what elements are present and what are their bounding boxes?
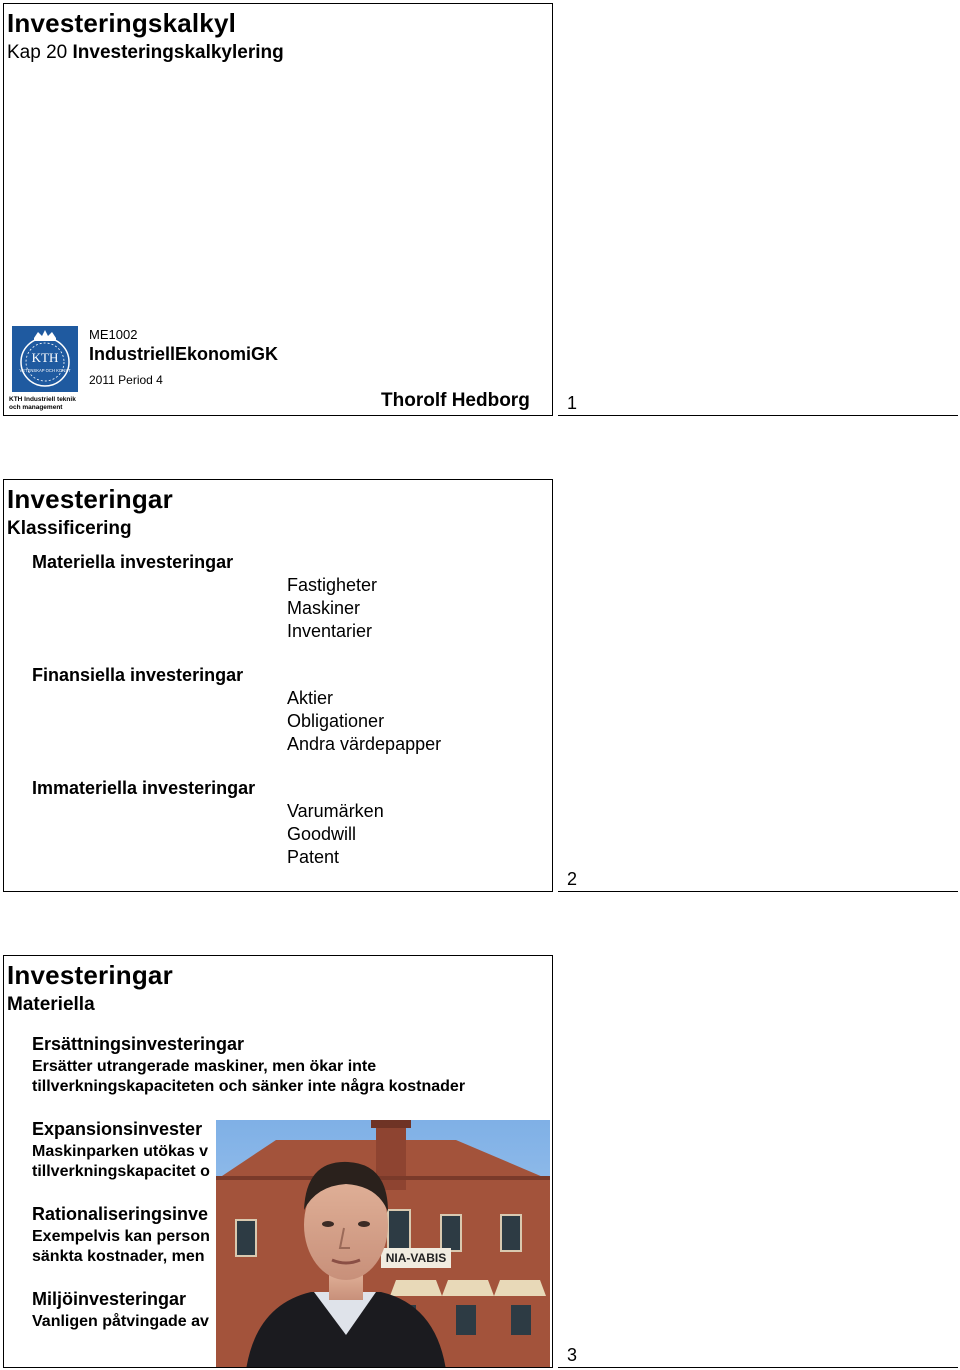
course-period: 2011 Period 4: [89, 373, 163, 387]
section-heading: Miljöinvesteringar: [32, 1289, 187, 1309]
section-text-line: tillverkningskapaciteten och sänker inte några kostnader: [32, 1078, 466, 1095]
category-items: [287, 687, 441, 756]
section-text-line: Ersätter utrangerade maskiner, men ökar inte: [32, 1058, 377, 1075]
section-text: [32, 1057, 465, 1097]
category-items: [287, 800, 384, 869]
section-text-line: Maskinparken utökas v: [32, 1143, 209, 1160]
author-name: Thorolf Hedborg: [381, 390, 530, 411]
slide-subtitle: [7, 42, 284, 64]
logo-text: KTH: [31, 350, 59, 365]
notes-divider: [558, 891, 958, 892]
section-text: [32, 1312, 209, 1332]
category-item: Varumärken: [287, 801, 384, 821]
kth-logo: [12, 326, 78, 392]
section-text-line: sänkta kostnader, men: [32, 1248, 205, 1265]
category-label: Immateriella investeringar: [32, 778, 256, 798]
slide-title: Investeringar: [7, 484, 173, 514]
kth-crest-icon: [12, 326, 78, 392]
category-item: Fastigheter: [287, 575, 378, 595]
slide-subtitle: Materiella: [7, 994, 95, 1015]
slide-title: Investeringskalkyl: [7, 8, 237, 38]
presenter-photo: [216, 1120, 550, 1368]
category-items: [287, 574, 377, 643]
category-item: Goodwill: [287, 824, 357, 844]
slide-3: [3, 955, 553, 1368]
chapter-label: Kap 20: [7, 42, 68, 63]
page-number: 1: [567, 393, 578, 413]
photo-illustration: [216, 1120, 550, 1368]
slide-2: [3, 479, 553, 892]
course-code: ME1002: [89, 327, 138, 342]
category-item: Aktier: [287, 688, 334, 708]
category-label: Finansiella investeringar: [32, 665, 244, 685]
section-text-line: Vanligen påtvingade av: [32, 1313, 209, 1330]
section-text: [32, 1227, 210, 1267]
page-number: 3: [567, 1345, 578, 1365]
section-text-line: Exempelvis kan person: [32, 1228, 210, 1245]
chapter-title: Investeringskalkylering: [72, 42, 284, 63]
page-number: 2: [567, 869, 578, 889]
category-item: Andra värdepapper: [287, 734, 442, 754]
logo-caption-line: KTH Industriell teknik: [9, 396, 76, 403]
photo-sign-text: NIA-VABIS: [385, 1251, 447, 1265]
category-item: Patent: [287, 847, 340, 867]
notes-divider: [558, 1367, 958, 1368]
slide-subtitle: Klassificering: [7, 518, 132, 539]
notes-divider: [558, 415, 958, 416]
slide-title: Investeringar: [7, 960, 173, 990]
logo-caption-line: och management: [9, 404, 63, 411]
course-name: IndustriellEkonomiGK: [89, 344, 279, 364]
section-heading: Rationaliseringsinve: [32, 1204, 209, 1224]
section-text: [32, 1142, 210, 1182]
category-item: Inventarier: [287, 621, 373, 641]
section-heading: Expansionsinvester: [32, 1119, 203, 1139]
section-text-line: tillverkningskapacitet o: [32, 1163, 210, 1180]
logo-caption: [9, 396, 76, 412]
logo-ring-text: VETENSKAP OCH KONST: [19, 368, 71, 373]
slide-1: [3, 3, 553, 416]
section-heading: Ersättningsinvesteringar: [32, 1034, 245, 1054]
category-item: Obligationer: [287, 711, 385, 731]
category-item: Maskiner: [287, 598, 361, 618]
category-label: Materiella investeringar: [32, 552, 234, 572]
